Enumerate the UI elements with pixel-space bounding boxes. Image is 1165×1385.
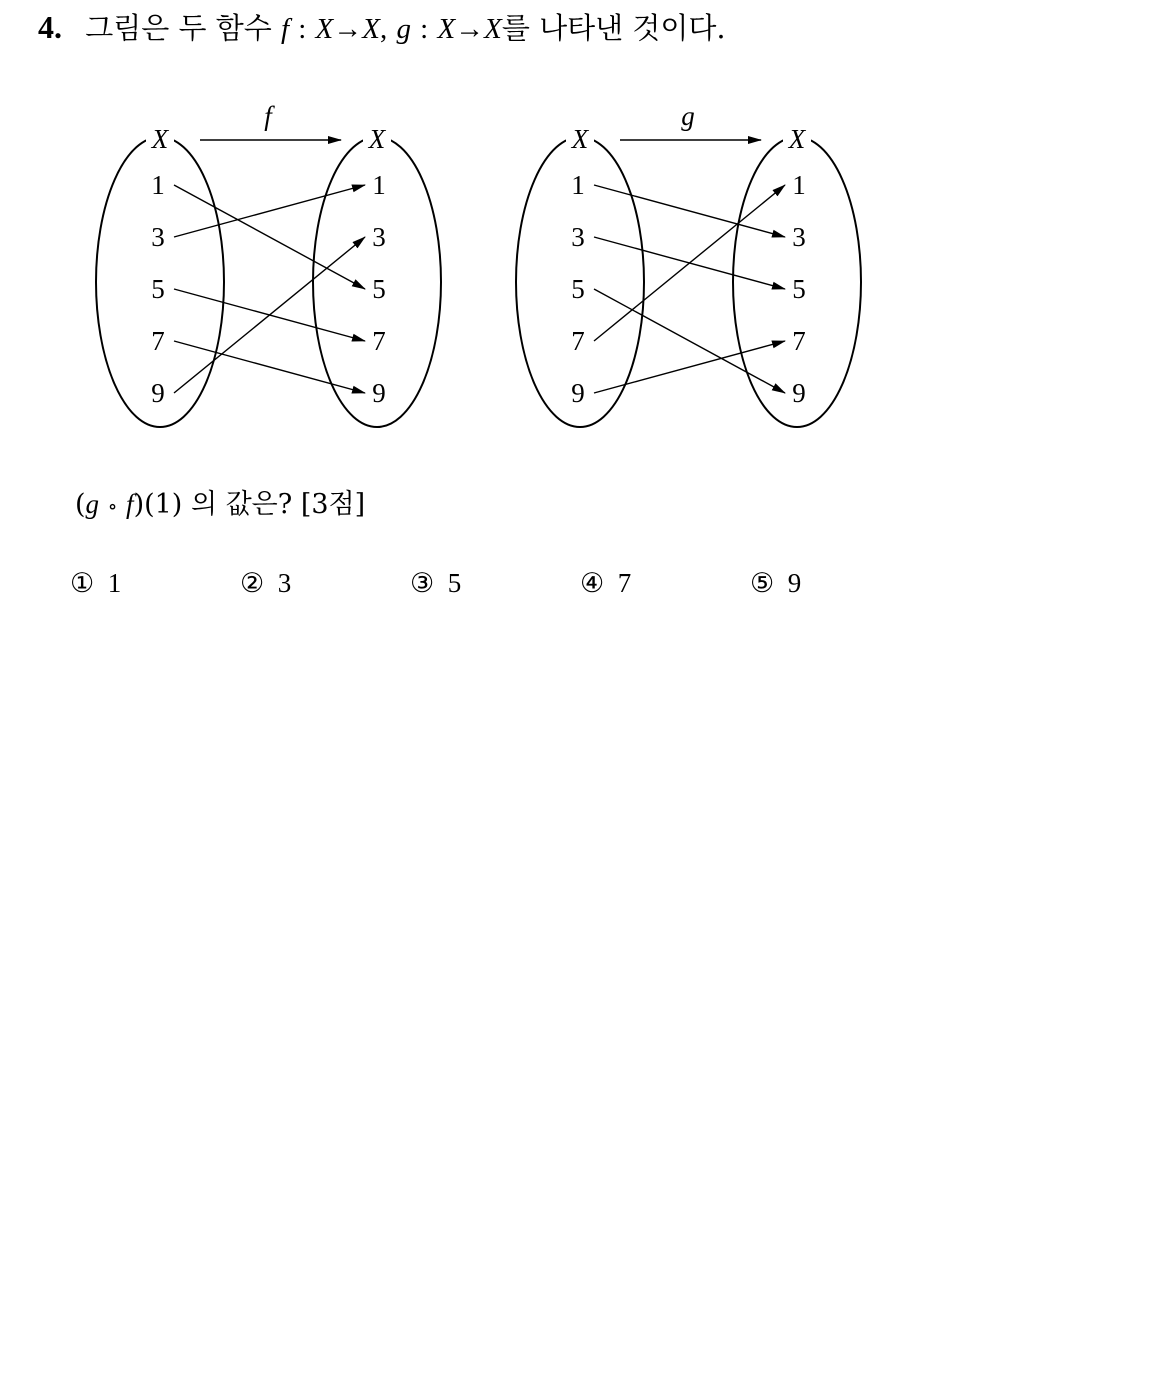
g-function-label: g bbox=[681, 101, 695, 131]
codomain-element-3: 3 bbox=[792, 222, 806, 252]
colon-2: : bbox=[420, 13, 429, 45]
domain-element-1: 1 bbox=[151, 170, 165, 200]
set-x-1: X bbox=[315, 13, 334, 45]
domain-set-label: X bbox=[151, 124, 169, 154]
mapping-arrow-9-to-3 bbox=[174, 237, 365, 393]
codomain-element-1: 1 bbox=[792, 170, 806, 200]
domain-set-label: X bbox=[571, 124, 589, 154]
mapping-arrow-1-to-5 bbox=[174, 185, 365, 289]
mapping-arrow-7-to-9 bbox=[174, 341, 365, 393]
domain-element-9: 9 bbox=[151, 378, 165, 408]
ask-text: 의 값은? bbox=[190, 489, 293, 520]
question-lead: 그림은 두 함수 bbox=[85, 11, 272, 45]
domain-element-5: 5 bbox=[571, 274, 585, 304]
choice-mark: ③ bbox=[410, 568, 435, 598]
choice-4[interactable] bbox=[580, 568, 631, 599]
codomain-element-3: 3 bbox=[372, 222, 386, 252]
mapping-arrow-7-to-1 bbox=[594, 185, 785, 341]
comma: , bbox=[379, 13, 388, 45]
choice-2[interactable] bbox=[240, 568, 291, 599]
compose-symbol: ∘ bbox=[107, 494, 118, 518]
paren-open: ( bbox=[75, 489, 86, 520]
domain-element-3: 3 bbox=[151, 222, 165, 252]
domain-element-3: 3 bbox=[571, 222, 585, 252]
codomain-element-7: 7 bbox=[372, 326, 386, 356]
choice-value: 7 bbox=[617, 568, 632, 598]
set-x-4: X bbox=[484, 13, 502, 45]
choice-mark: ⑤ bbox=[750, 568, 775, 598]
mapping-arrow-5-to-9 bbox=[594, 289, 785, 393]
g-symbol: g bbox=[85, 489, 100, 519]
arrow-1: → bbox=[333, 13, 363, 45]
function-g-diagram bbox=[516, 101, 861, 427]
colon: : bbox=[298, 13, 307, 45]
codomain-set-label: X bbox=[788, 124, 806, 154]
function-f-diagram bbox=[96, 101, 441, 427]
choice-mark: ④ bbox=[580, 568, 605, 598]
arrow-2: → bbox=[455, 13, 485, 45]
domain-element-5: 5 bbox=[151, 274, 165, 304]
choice-value: 3 bbox=[277, 568, 292, 598]
mapping-arrow-1-to-3 bbox=[594, 185, 785, 237]
choice-mark: ① bbox=[70, 568, 95, 598]
question-number: 4. bbox=[38, 9, 62, 45]
choice-1[interactable] bbox=[70, 568, 121, 599]
sub-question bbox=[75, 482, 365, 521]
paren-close-arg: )(1) bbox=[133, 489, 183, 520]
codomain-element-9: 9 bbox=[792, 378, 806, 408]
codomain-element-5: 5 bbox=[372, 274, 386, 304]
set-x-3: X bbox=[437, 13, 456, 45]
domain-element-7: 7 bbox=[151, 326, 165, 356]
codomain-element-1: 1 bbox=[372, 170, 386, 200]
choice-value: 1 bbox=[107, 568, 122, 598]
choice-value: 9 bbox=[787, 568, 802, 598]
choice-5[interactable] bbox=[750, 568, 801, 599]
codomain-element-5: 5 bbox=[792, 274, 806, 304]
choice-3[interactable] bbox=[410, 568, 461, 599]
domain-element-9: 9 bbox=[571, 378, 585, 408]
domain-element-1: 1 bbox=[571, 170, 585, 200]
f-function-label: f bbox=[264, 101, 272, 131]
mapping-arrow-9-to-7 bbox=[594, 341, 785, 393]
points-label: [3점] bbox=[300, 489, 366, 520]
function-f-name: f bbox=[280, 13, 290, 45]
codomain-element-7: 7 bbox=[792, 326, 806, 356]
function-g-name: g bbox=[396, 13, 411, 45]
question-tail: 를 나타낸 것이다. bbox=[501, 11, 726, 45]
codomain-set-label: X bbox=[368, 124, 386, 154]
choice-mark: ② bbox=[240, 568, 265, 598]
f-symbol: f bbox=[126, 489, 134, 519]
domain-element-7: 7 bbox=[571, 326, 585, 356]
codomain-element-9: 9 bbox=[372, 378, 386, 408]
choice-value: 5 bbox=[447, 568, 462, 598]
mapping-diagrams bbox=[90, 95, 880, 440]
question-stem bbox=[38, 6, 726, 47]
set-x-2: X bbox=[362, 13, 380, 45]
mapping-arrow-3-to-1 bbox=[174, 185, 365, 237]
